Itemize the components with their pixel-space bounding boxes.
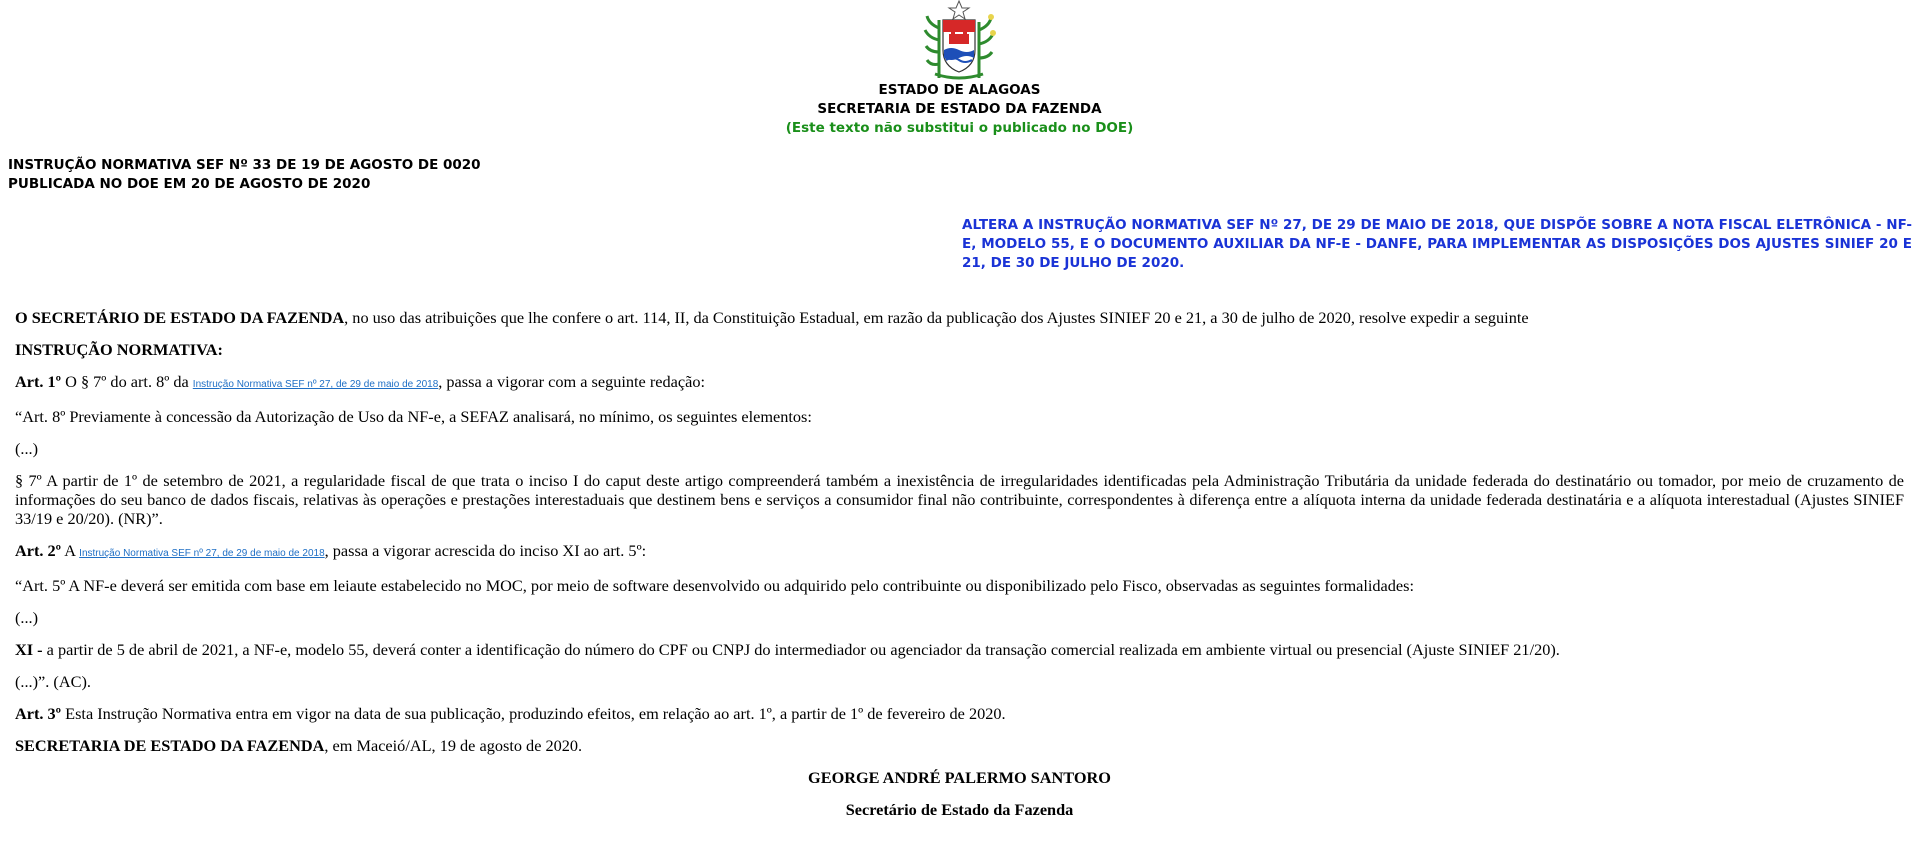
signer-name: GEORGE ANDRÉ PALERMO SANTORO <box>808 768 1111 787</box>
doe-disclaimer: (Este texto não substitui o publicado no DOE) <box>785 120 1134 136</box>
article-3-text: Esta Instrução Normativa entra em vigor na data de sua publicação, produzindo efeitos, em relação ao art. 1º, a partir de 1º de fevereiro de 2020. <box>61 704 1006 723</box>
article-1-text-before: O § 7º do art. 8º da <box>61 372 193 391</box>
alagoas-coat-of-arms-icon <box>921 0 997 80</box>
document-identification <box>8 156 481 194</box>
document-body <box>15 308 1904 832</box>
article-2-label: Art. 2º <box>15 541 62 560</box>
ementa: ALTERA A INSTRUÇÃO NORMATIVA SEF Nº 27, DE 29 DE MAIO DE 2018, QUE DISPÕE SOBRE A NOTA FISCAL ELETRÔNICA - NF-E, MODELO 55, E O DOCUMENTO AUXILIAR DA NF-E - DANFE, PARA IMPLEMENTAR AS DISPOSIÇÕES DOS AJUSTES SINIEF 20 E 21, DE 30 DE JULHO DE 2020. <box>962 217 1912 271</box>
article-3 <box>15 704 1904 723</box>
closing-place-date: , em Maceió/AL, 19 de agosto de 2020. <box>324 736 583 755</box>
paragraph-7: § 7º A partir de 1º de setembro de 2021, a regularidade fiscal de que trata o inciso I do caput deste artigo compreenderá também a inexistência de irregularidades identificadas pela Administração Tributária da unidade federada do destinatário ou tomador, por meio de cruzamento de informações do seu banco de dados fiscais, relativas às operações e prestações interestaduais que destinem bens e serviços a consumidor final não contribuinte, correspondentes à diferença entre a alíquota interna da unidade federada destinatária e a alíquota interestadual (Ajustes SINIEF 33/19 e 20/20). (NR)”. <box>15 471 1904 528</box>
secretariat-name: SECRETARIA DE ESTADO DA FAZENDA <box>817 101 1102 117</box>
preamble-authority: O SECRETÁRIO DE ESTADO DA FAZENDA <box>15 308 345 327</box>
in-sef-27-link[interactable]: Instrução Normativa SEF nº 27, de 29 de maio de 2018 <box>192 379 439 390</box>
inciso-xi-text: a partir de 5 de abril de 2021, a NF-e, modelo 55, deverá conter a identificação do número do CPF ou CNPJ do intermediador ou agenciador da transação comercial realizada em ambiente virtual ou presencial (Ajuste SINIEF 21/20). <box>42 640 1560 659</box>
ellipsis-ac: (...)”. (AC). <box>15 672 91 691</box>
article-3-label: Art. 3º <box>15 704 62 723</box>
preamble-text: , no uso das atribuições que lhe confere o art. 114, II, da Constituição Estadual, em razão da publicação dos Ajustes SINIEF 20 e 21, a 30 de julho de 2020, resolve expedir a seguinte <box>344 308 1529 327</box>
in-sef-27-link-2[interactable]: Instrução Normativa SEF nº 27, de 29 de maio de 2018 <box>79 548 325 559</box>
publication-note: PUBLICADA NO DOE EM 20 DE AGOSTO DE 2020 <box>8 176 371 192</box>
article-1-text-after: , passa a vigorar com a seguinte redação: <box>438 372 705 391</box>
article-1-label: Art. 1º <box>15 372 62 391</box>
closing <box>15 736 1904 755</box>
inciso-xi <box>15 640 1904 659</box>
article-2 <box>15 541 1904 563</box>
preamble <box>15 308 1904 327</box>
signer-title: Secretário de Estado da Fazenda <box>845 800 1074 819</box>
document-title: INSTRUÇÃO NORMATIVA SEF Nº 33 DE 19 DE AGOSTO DE 0020 <box>8 157 481 173</box>
instrucao-heading-text: INSTRUÇÃO NORMATIVA: <box>15 340 223 359</box>
inciso-xi-label: XI - <box>15 640 43 659</box>
article-1 <box>15 372 1904 394</box>
closing-authority: SECRETARIA DE ESTADO DA FAZENDA <box>15 736 325 755</box>
ellipsis: (...) <box>15 439 39 458</box>
state-name: ESTADO DE ALAGOAS <box>878 82 1041 98</box>
article-5-quote: “Art. 5º A NF-e deverá ser emitida com base em leiaute estabelecido no MOC, por meio de software desenvolvido ou adquirido pelo contribuinte ou disponibilizado pelo Fisco, observadas as seguintes formalidades: <box>15 576 1415 595</box>
instrucao-heading <box>15 340 1904 359</box>
article-2-text-before: A <box>61 541 80 560</box>
ellipsis-2: (...) <box>15 608 39 627</box>
article-2-text-after: , passa a vigorar acrescida do inciso XI ao art. 5º: <box>324 541 647 560</box>
article-8-quote: “Art. 8º Previamente à concessão da Autorização de Uso da NF-e, a SEFAZ analisará, no mínimo, os seguintes elementos: <box>15 407 812 426</box>
